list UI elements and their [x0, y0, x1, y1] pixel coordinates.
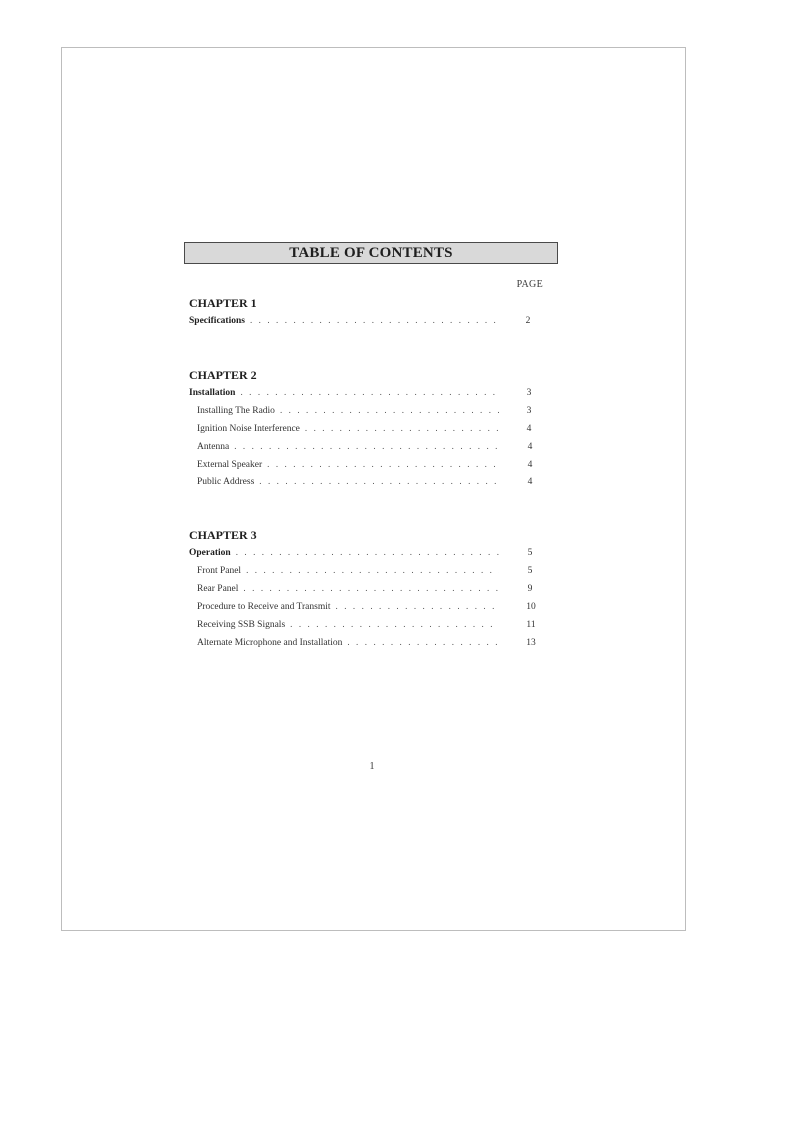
toc-entry-label: Installing The Radio [197, 406, 275, 416]
dot-leader [243, 583, 499, 593]
toc-entry-label: Rear Panel [197, 584, 239, 594]
toc-entry-label: Operation [189, 548, 231, 558]
dot-leader [246, 565, 499, 575]
toc-entry-page: 3 [526, 406, 532, 416]
toc-entry-installation [189, 387, 499, 401]
page-column-header: PAGE [516, 279, 543, 290]
toc-entry-page: 5 [527, 566, 533, 576]
footer-page-number: 1 [369, 761, 375, 772]
toc-entry-label: Receiving SSB Signals [197, 620, 286, 630]
dot-leader [240, 387, 499, 397]
toc-entry-label: Procedure to Receive and Transmit [197, 602, 331, 612]
chapter-3-heading: CHAPTER 3 [189, 528, 257, 542]
toc-entry-page: 11 [526, 620, 536, 630]
toc-entry-page: 13 [526, 638, 536, 648]
toc-entry-page: 4 [527, 442, 533, 452]
toc-entry-label: External Speaker [197, 460, 263, 470]
dot-leader [347, 637, 499, 647]
toc-entry-antenna [197, 441, 499, 455]
dot-leader [250, 315, 499, 325]
toc-entry-page: 5 [527, 548, 533, 558]
toc-entry-label: Installation [189, 388, 236, 398]
chapter-1-heading: CHAPTER 1 [189, 296, 257, 310]
toc-entry-label: Ignition Noise Interference [197, 424, 300, 434]
dot-leader [234, 441, 499, 451]
toc-entry-specifications [189, 315, 499, 329]
chapter-2-heading: CHAPTER 2 [189, 368, 257, 382]
toc-entry-alternate-microphone [197, 637, 499, 651]
toc-entry-installing-the-radio [197, 405, 499, 419]
toc-entry-label: Specifications [189, 316, 245, 326]
toc-entry-page: 4 [527, 460, 533, 470]
dot-leader [267, 459, 499, 469]
toc-entry-page: 3 [526, 388, 532, 398]
toc-entry-ignition-noise-interference [197, 423, 499, 437]
dot-leader [305, 423, 499, 433]
toc-entry-public-address [197, 476, 499, 490]
toc-entry-page: 2 [525, 316, 531, 326]
toc-entry-rear-panel [197, 583, 499, 597]
toc-entry-front-panel [197, 565, 499, 579]
toc-entry-procedure-receive-transmit [197, 601, 499, 615]
dot-leader [280, 405, 499, 415]
toc-entry-receiving-ssb-signals [197, 619, 499, 633]
toc-entry-external-speaker [197, 459, 499, 473]
toc-entry-page: 4 [527, 477, 533, 487]
dot-leader [236, 547, 499, 557]
toc-title: TABLE OF CONTENTS [184, 242, 558, 264]
dot-leader [259, 476, 499, 486]
toc-entry-page: 4 [526, 424, 532, 434]
toc-entry-label: Public Address [197, 477, 255, 487]
dot-leader [336, 601, 499, 611]
toc-entry-operation [189, 547, 499, 561]
toc-entry-page: 9 [527, 584, 533, 594]
dot-leader [290, 619, 499, 629]
toc-entry-label: Front Panel [197, 566, 242, 576]
toc-entry-page: 10 [526, 602, 536, 612]
toc-entry-label: Antenna [197, 442, 230, 452]
toc-entry-label: Alternate Microphone and Installation [197, 638, 343, 648]
